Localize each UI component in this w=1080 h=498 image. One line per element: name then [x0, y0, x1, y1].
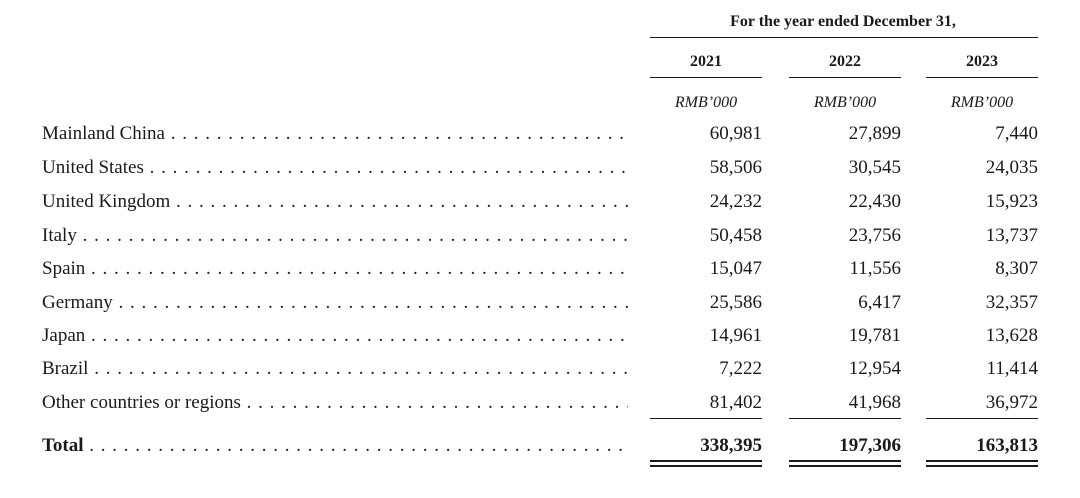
unit-label: RMB’000 — [813, 94, 877, 111]
row-label: Italy . . . — [42, 223, 628, 249]
table-row — [0, 155, 1080, 181]
row-label: Other countries or regions . . . — [42, 390, 628, 416]
table-row — [0, 256, 1080, 282]
row-label: Mainland China . . . — [42, 121, 628, 147]
year-header-rule — [789, 77, 901, 78]
total-value-2023: 163,813 — [976, 435, 1038, 456]
row-value-2023: 32,357 — [985, 292, 1038, 313]
table-row — [0, 323, 1080, 349]
unit-label: RMB’000 — [950, 94, 1014, 111]
table-row — [0, 290, 1080, 316]
row-value-2021: 14,961 — [709, 325, 762, 346]
row-value-2023: 36,972 — [985, 392, 1038, 413]
total-value-2022: 197,306 — [839, 435, 901, 456]
row-value-2023: 7,440 — [995, 123, 1038, 144]
table-row — [0, 356, 1080, 382]
row-value-2022: 41,968 — [848, 392, 901, 413]
row-label: Brazil . . . — [42, 356, 628, 382]
table-row — [0, 223, 1080, 249]
row-value-2022: 6,417 — [858, 292, 901, 313]
row-value-2023: 15,923 — [985, 191, 1038, 212]
row-value-2021: 81,402 — [709, 392, 762, 413]
unit-label: RMB’000 — [674, 94, 738, 111]
row-value-2022: 27,899 — [848, 123, 901, 144]
year-header-2021: 2021 — [690, 53, 722, 70]
row-value-2023: 13,737 — [985, 225, 1038, 246]
year-header-2022: 2022 — [829, 53, 861, 70]
row-label: Japan . . . — [42, 323, 628, 349]
row-value-2022: 12,954 — [848, 358, 901, 379]
year-header-rule — [926, 77, 1038, 78]
total-value-2021: 338,395 — [700, 435, 762, 456]
table-row — [0, 189, 1080, 215]
period-header: For the year ended December 31, — [730, 13, 956, 30]
row-value-2022: 22,430 — [848, 191, 901, 212]
table-row — [0, 390, 1080, 416]
row-value-2021: 58,506 — [709, 157, 762, 178]
row-label: United Kingdom . . . — [42, 189, 628, 215]
row-label: United States . . . — [42, 155, 628, 181]
row-value-2023: 13,628 — [985, 325, 1038, 346]
subtotal-rule — [926, 418, 1038, 419]
total-row — [0, 433, 1080, 459]
row-value-2023: 11,414 — [986, 358, 1038, 379]
period-header-rule — [650, 37, 1038, 38]
total-double-rule — [650, 460, 762, 467]
table-row — [0, 121, 1080, 147]
year-header-2023: 2023 — [966, 53, 998, 70]
row-value-2021: 60,981 — [709, 123, 762, 144]
row-value-2022: 30,545 — [848, 157, 901, 178]
row-value-2023: 24,035 — [985, 157, 1038, 178]
row-value-2021: 25,586 — [709, 292, 762, 313]
row-value-2022: 11,556 — [849, 258, 901, 279]
row-value-2022: 23,756 — [848, 225, 901, 246]
year-header-rule — [650, 77, 762, 78]
row-value-2022: 19,781 — [848, 325, 901, 346]
total-double-rule — [789, 460, 901, 467]
total-double-rule — [926, 460, 1038, 467]
row-value-2021: 7,222 — [719, 358, 762, 379]
total-label: Total . . . — [42, 433, 628, 459]
row-value-2021: 50,458 — [709, 225, 762, 246]
row-value-2023: 8,307 — [995, 258, 1038, 279]
subtotal-rule — [789, 418, 901, 419]
subtotal-rule — [650, 418, 762, 419]
row-value-2021: 15,047 — [709, 258, 762, 279]
row-value-2021: 24,232 — [709, 191, 762, 212]
row-label: Spain . . . — [42, 256, 628, 282]
row-label: Germany . . . — [42, 290, 628, 316]
